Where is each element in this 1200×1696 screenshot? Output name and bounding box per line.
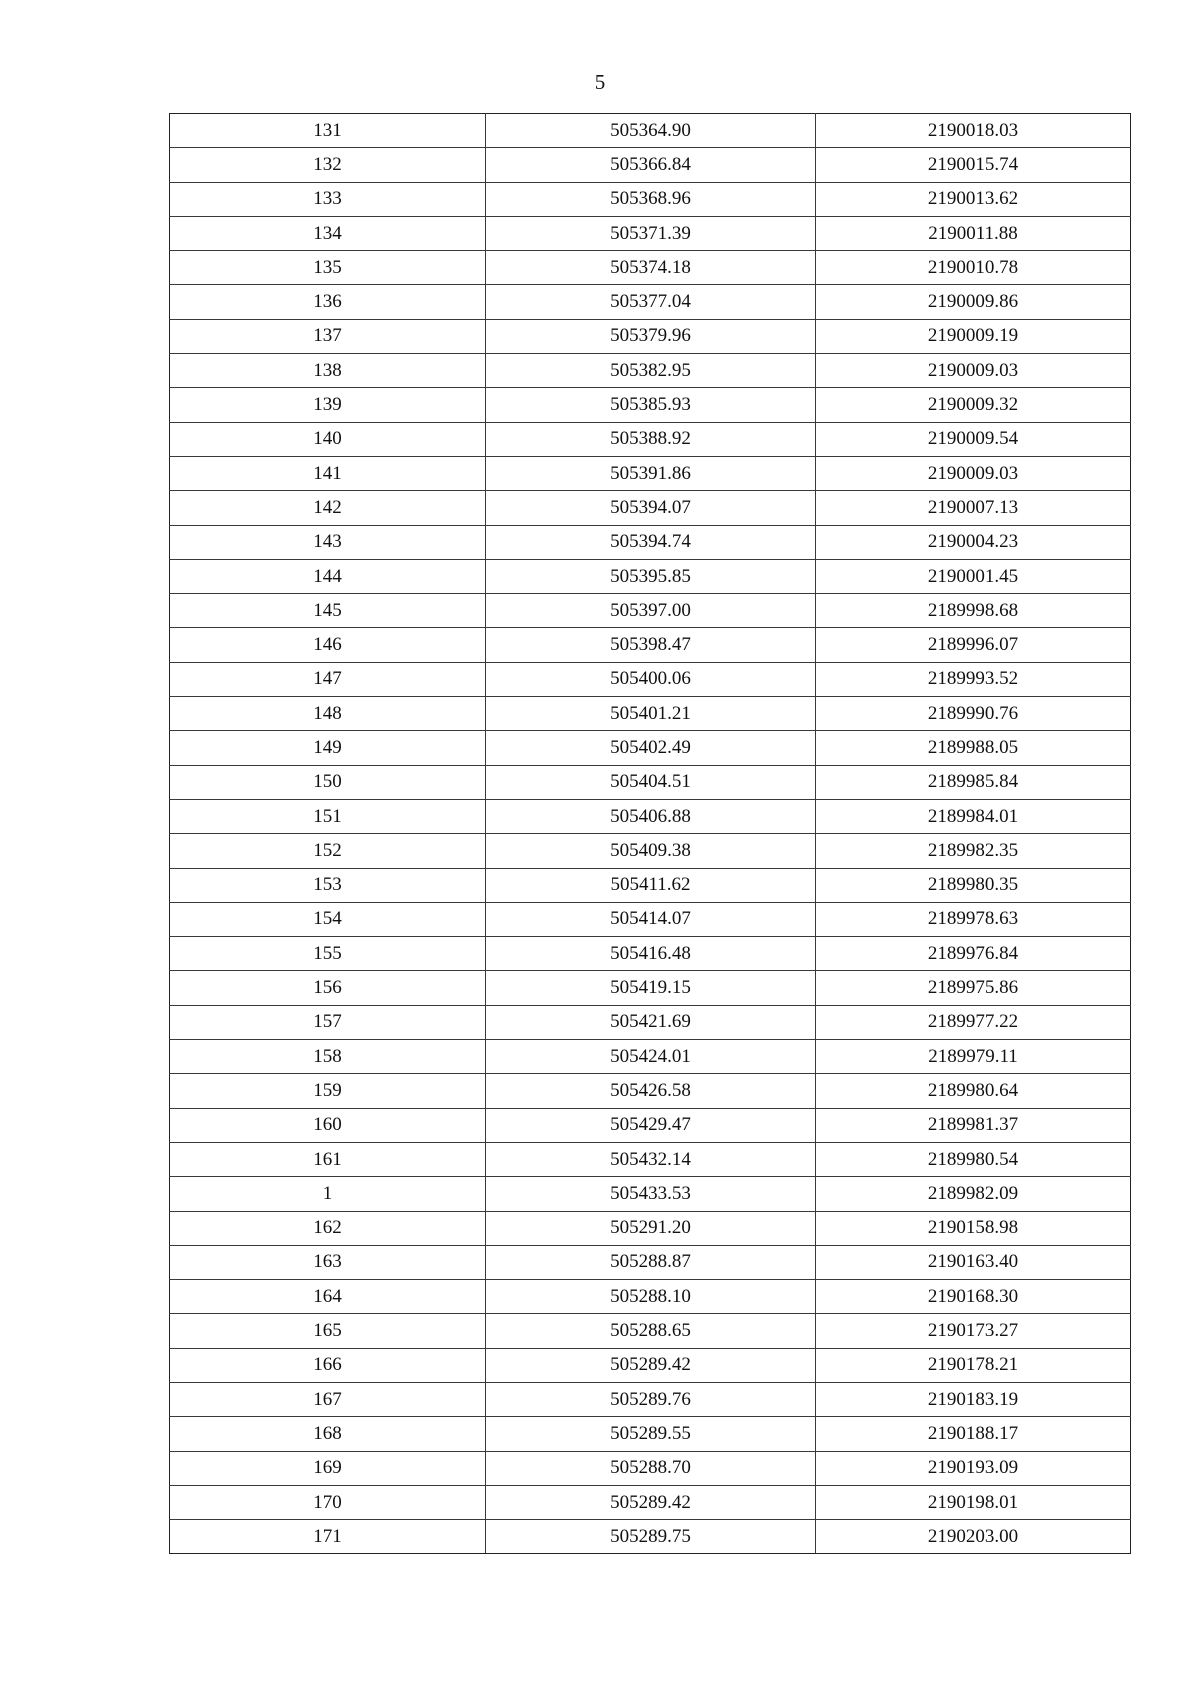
table-row [170,1245,1131,1279]
x-coordinate-cell: 505289.76 [486,1382,816,1416]
table-row [170,285,1131,319]
point-number-cell: 141 [170,456,486,490]
y-coordinate-cell: 2190004.23 [816,525,1131,559]
point-number-cell: 138 [170,354,486,388]
point-number-cell: 168 [170,1417,486,1451]
point-number-cell: 170 [170,1485,486,1519]
table-row [170,834,1131,868]
table-row [170,559,1131,593]
table-row [170,765,1131,799]
point-number-cell: 140 [170,422,486,456]
y-coordinate-cell: 2190013.62 [816,182,1131,216]
x-coordinate-cell: 505394.07 [486,491,816,525]
point-number-cell: 134 [170,216,486,250]
point-number-cell: 150 [170,765,486,799]
y-coordinate-cell: 2189979.11 [816,1040,1131,1074]
table-row [170,1520,1131,1554]
x-coordinate-cell: 505404.51 [486,765,816,799]
table-row [170,1074,1131,1108]
y-coordinate-cell: 2190009.03 [816,456,1131,490]
y-coordinate-cell: 2190188.17 [816,1417,1131,1451]
y-coordinate-cell: 2190198.01 [816,1485,1131,1519]
table-row [170,251,1131,285]
table-row [170,902,1131,936]
y-coordinate-cell: 2189982.35 [816,834,1131,868]
x-coordinate-cell: 505288.10 [486,1280,816,1314]
y-coordinate-cell: 2190011.88 [816,216,1131,250]
y-coordinate-cell: 2189977.22 [816,1005,1131,1039]
point-number-cell: 152 [170,834,486,868]
y-coordinate-cell: 2189998.68 [816,594,1131,628]
point-number-cell: 169 [170,1451,486,1485]
y-coordinate-cell: 2190009.32 [816,388,1131,422]
y-coordinate-cell: 2189980.35 [816,868,1131,902]
y-coordinate-cell: 2189990.76 [816,697,1131,731]
table-row [170,319,1131,353]
point-number-cell: 1 [170,1177,486,1211]
y-coordinate-cell: 2190009.03 [816,354,1131,388]
point-number-cell: 147 [170,662,486,696]
point-number-cell: 151 [170,799,486,833]
point-number-cell: 157 [170,1005,486,1039]
x-coordinate-cell: 505433.53 [486,1177,816,1211]
y-coordinate-cell: 2189978.63 [816,902,1131,936]
y-coordinate-cell: 2190168.30 [816,1280,1131,1314]
y-coordinate-cell: 2190015.74 [816,148,1131,182]
point-number-cell: 158 [170,1040,486,1074]
table-row [170,594,1131,628]
coordinate-table [169,113,1131,1554]
table-row [170,1005,1131,1039]
table-row [170,971,1131,1005]
point-number-cell: 171 [170,1520,486,1554]
x-coordinate-cell: 505421.69 [486,1005,816,1039]
x-coordinate-cell: 505424.01 [486,1040,816,1074]
y-coordinate-cell: 2190009.54 [816,422,1131,456]
table-row [170,662,1131,696]
y-coordinate-cell: 2189976.84 [816,937,1131,971]
x-coordinate-cell: 505397.00 [486,594,816,628]
y-coordinate-cell: 2190193.09 [816,1451,1131,1485]
x-coordinate-cell: 505411.62 [486,868,816,902]
y-coordinate-cell: 2189988.05 [816,731,1131,765]
y-coordinate-cell: 2190001.45 [816,559,1131,593]
table-row [170,697,1131,731]
point-number-cell: 155 [170,937,486,971]
table-row [170,1348,1131,1382]
table-row [170,799,1131,833]
x-coordinate-cell: 505401.21 [486,697,816,731]
x-coordinate-cell: 505368.96 [486,182,816,216]
y-coordinate-cell: 2190173.27 [816,1314,1131,1348]
x-coordinate-cell: 505366.84 [486,148,816,182]
point-number-cell: 148 [170,697,486,731]
x-coordinate-cell: 505400.06 [486,662,816,696]
x-coordinate-cell: 505289.75 [486,1520,816,1554]
x-coordinate-cell: 505391.86 [486,456,816,490]
y-coordinate-cell: 2190009.19 [816,319,1131,353]
y-coordinate-cell: 2189993.52 [816,662,1131,696]
y-coordinate-cell: 2189981.37 [816,1108,1131,1142]
x-coordinate-cell: 505364.90 [486,114,816,148]
table-row [170,456,1131,490]
x-coordinate-cell: 505289.55 [486,1417,816,1451]
x-coordinate-cell: 505385.93 [486,388,816,422]
point-number-cell: 144 [170,559,486,593]
x-coordinate-cell: 505406.88 [486,799,816,833]
point-number-cell: 164 [170,1280,486,1314]
y-coordinate-cell: 2190163.40 [816,1245,1131,1279]
point-number-cell: 145 [170,594,486,628]
point-number-cell: 136 [170,285,486,319]
point-number-cell: 132 [170,148,486,182]
x-coordinate-cell: 505394.74 [486,525,816,559]
table-row [170,148,1131,182]
table-row [170,1108,1131,1142]
table-row [170,388,1131,422]
point-number-cell: 166 [170,1348,486,1382]
x-coordinate-cell: 505419.15 [486,971,816,1005]
point-number-cell: 139 [170,388,486,422]
point-number-cell: 146 [170,628,486,662]
point-number-cell: 154 [170,902,486,936]
table-row [170,1485,1131,1519]
table-row [170,1417,1131,1451]
coordinate-table-body [170,114,1131,1554]
y-coordinate-cell: 2190007.13 [816,491,1131,525]
y-coordinate-cell: 2189996.07 [816,628,1131,662]
point-number-cell: 156 [170,971,486,1005]
table-row [170,422,1131,456]
y-coordinate-cell: 2190018.03 [816,114,1131,148]
point-number-cell: 143 [170,525,486,559]
x-coordinate-cell: 505374.18 [486,251,816,285]
y-coordinate-cell: 2189975.86 [816,971,1131,1005]
point-number-cell: 131 [170,114,486,148]
y-coordinate-cell: 2189984.01 [816,799,1131,833]
table-row [170,525,1131,559]
table-row [170,1211,1131,1245]
table-row [170,731,1131,765]
point-number-cell: 159 [170,1074,486,1108]
table-row [170,1280,1131,1314]
y-coordinate-cell: 2189982.09 [816,1177,1131,1211]
y-coordinate-cell: 2190203.00 [816,1520,1131,1554]
point-number-cell: 133 [170,182,486,216]
point-number-cell: 163 [170,1245,486,1279]
table-row [170,628,1131,662]
point-number-cell: 137 [170,319,486,353]
table-row [170,182,1131,216]
table-row [170,1040,1131,1074]
y-coordinate-cell: 2190158.98 [816,1211,1131,1245]
y-coordinate-cell: 2190178.21 [816,1348,1131,1382]
point-number-cell: 160 [170,1108,486,1142]
table-row [170,216,1131,250]
x-coordinate-cell: 505288.70 [486,1451,816,1485]
point-number-cell: 165 [170,1314,486,1348]
x-coordinate-cell: 505395.85 [486,559,816,593]
table-row [170,1382,1131,1416]
y-coordinate-cell: 2190183.19 [816,1382,1131,1416]
table-row [170,1177,1131,1211]
y-coordinate-cell: 2190009.86 [816,285,1131,319]
table-row [170,1451,1131,1485]
x-coordinate-cell: 505398.47 [486,628,816,662]
table-row [170,1314,1131,1348]
point-number-cell: 142 [170,491,486,525]
point-number-cell: 149 [170,731,486,765]
x-coordinate-cell: 505379.96 [486,319,816,353]
x-coordinate-cell: 505288.65 [486,1314,816,1348]
point-number-cell: 153 [170,868,486,902]
point-number-cell: 161 [170,1142,486,1176]
x-coordinate-cell: 505377.04 [486,285,816,319]
table-row [170,1142,1131,1176]
table-row [170,491,1131,525]
x-coordinate-cell: 505402.49 [486,731,816,765]
x-coordinate-cell: 505416.48 [486,937,816,971]
point-number-cell: 162 [170,1211,486,1245]
x-coordinate-cell: 505291.20 [486,1211,816,1245]
x-coordinate-cell: 505414.07 [486,902,816,936]
y-coordinate-cell: 2189985.84 [816,765,1131,799]
y-coordinate-cell: 2189980.64 [816,1074,1131,1108]
x-coordinate-cell: 505289.42 [486,1348,816,1382]
page-number: 5 [594,70,606,94]
y-coordinate-cell: 2190010.78 [816,251,1131,285]
point-number-cell: 167 [170,1382,486,1416]
x-coordinate-cell: 505426.58 [486,1074,816,1108]
point-number-cell: 135 [170,251,486,285]
x-coordinate-cell: 505432.14 [486,1142,816,1176]
table-row [170,114,1131,148]
table-row [170,354,1131,388]
table-row [170,868,1131,902]
x-coordinate-cell: 505382.95 [486,354,816,388]
x-coordinate-cell: 505288.87 [486,1245,816,1279]
x-coordinate-cell: 505289.42 [486,1485,816,1519]
x-coordinate-cell: 505429.47 [486,1108,816,1142]
table-row [170,937,1131,971]
x-coordinate-cell: 505388.92 [486,422,816,456]
x-coordinate-cell: 505409.38 [486,834,816,868]
x-coordinate-cell: 505371.39 [486,216,816,250]
y-coordinate-cell: 2189980.54 [816,1142,1131,1176]
